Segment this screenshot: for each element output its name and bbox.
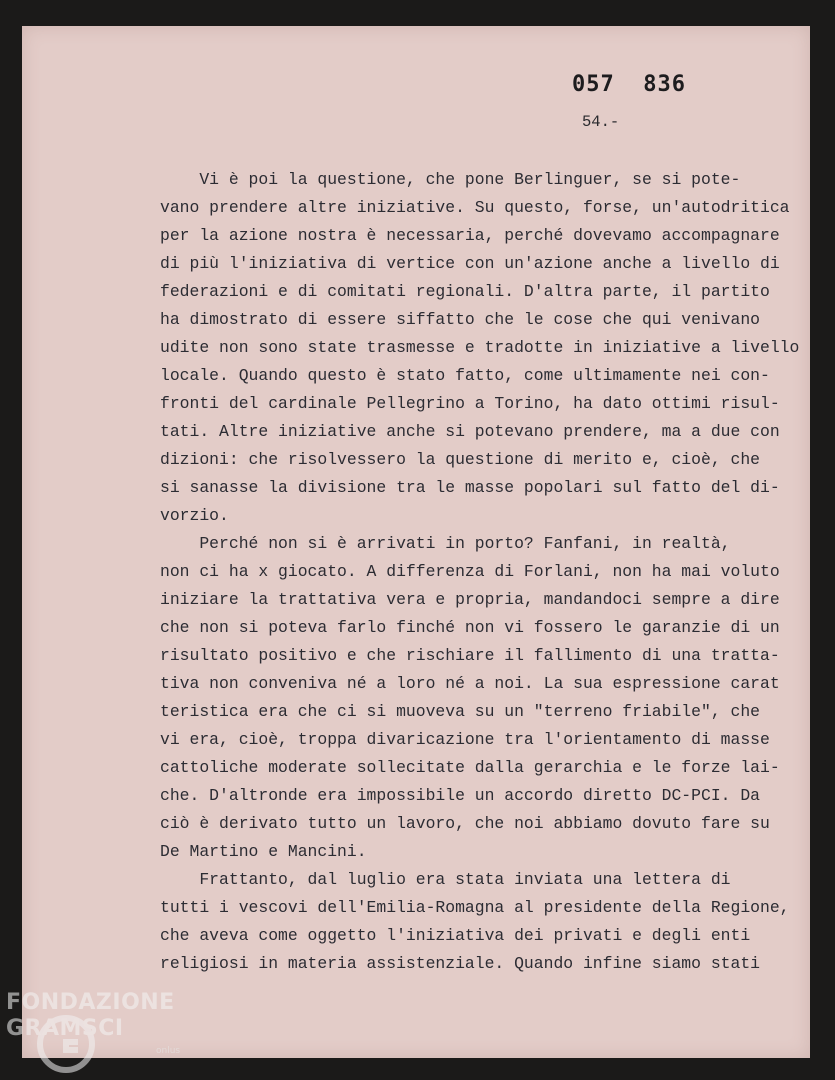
text-line: che. D'altronde era impossibile un accordo diretto DC-PCI. Da (160, 786, 760, 805)
page-number: 54.- (582, 113, 620, 131)
text-line: De Martino e Mancini. (160, 842, 367, 861)
text-line: vi era, cioè, troppa divaricazione tra l'orientamento di masse (160, 730, 770, 749)
text-line: federazioni e di comitati regionali. D'altra parte, il partito (160, 282, 770, 301)
text-line: ciò è derivato tutto un lavoro, che noi abbiamo dovuto fare su (160, 814, 770, 833)
text-line: che aveva come oggetto l'iniziativa dei privati e degli enti (160, 926, 751, 945)
text-line: Perché non si è arrivati in porto? Fanfani, in realtà, (160, 534, 731, 553)
text-line: locale. Quando questo è stato fatto, come ultimamente nei con- (160, 366, 770, 385)
watermark-title: FONDAZIONE (6, 990, 175, 1015)
text-line: si sanasse la divisione tra le masse popolari sul fatto del di- (160, 478, 780, 497)
text-line: Vi è poi la questione, che pone Berlinguer, se si pote- (160, 170, 741, 189)
text-line: vorzio. (160, 506, 229, 525)
text-line: Frattanto, dal luglio era stata inviata una lettera di (160, 870, 731, 889)
text-line: non ci ha x giocato. A differenza di Forlani, non ha mai voluto (160, 562, 780, 581)
text-line: tati. Altre iniziative anche si potevano prendere, ma a due con (160, 422, 780, 441)
text-line: cattoliche moderate sollecitate dalla gerarchia e le forze lai- (160, 758, 780, 777)
text-line: tiva non conveniva né a loro né a noi. La sua espressione carat (160, 674, 780, 693)
text-line: ha dimostrato di essere siffatto che le cose che qui venivano (160, 310, 760, 329)
fondazione-gramsci-watermark (6, 990, 216, 1080)
document-number: 057 836 (572, 72, 686, 97)
text-line: dizioni: che risolvessero la questione di merito e, cioè, che (160, 450, 760, 469)
text-line: udite non sono state trasmesse e tradotte in iniziative a livello (160, 338, 800, 357)
text-line: iniziare la trattativa vera e propria, mandandoci sempre a dire (160, 590, 780, 609)
text-line: tutti i vescovi dell'Emilia-Romagna al presidente della Regione, (160, 898, 790, 917)
text-line: per la azione nostra è necessaria, perché dovevamo accompagnare (160, 226, 780, 245)
text-line: religiosi in materia assistenziale. Quando infine siamo stati (160, 954, 760, 973)
text-line: vano prendere altre iniziative. Su questo, forse, un'autodritica (160, 198, 790, 217)
text-line: fronti del cardinale Pellegrino a Torino, ha dato ottimi risul- (160, 394, 780, 413)
watermark-subtitle: GRAMSCI (6, 1016, 124, 1041)
text-line: che non si poteva farlo finché non vi fossero le garanzie di un (160, 618, 780, 637)
text-line: di più l'iniziativa di vertice con un'azione anche a livello di (160, 254, 780, 273)
watermark-suffix: onlus (156, 1046, 181, 1056)
text-line: risultato positivo e che rischiare il fallimento di una tratta- (160, 646, 780, 665)
text-line: teristica era che ci si muoveva su un "terreno friabile", che (160, 702, 760, 721)
